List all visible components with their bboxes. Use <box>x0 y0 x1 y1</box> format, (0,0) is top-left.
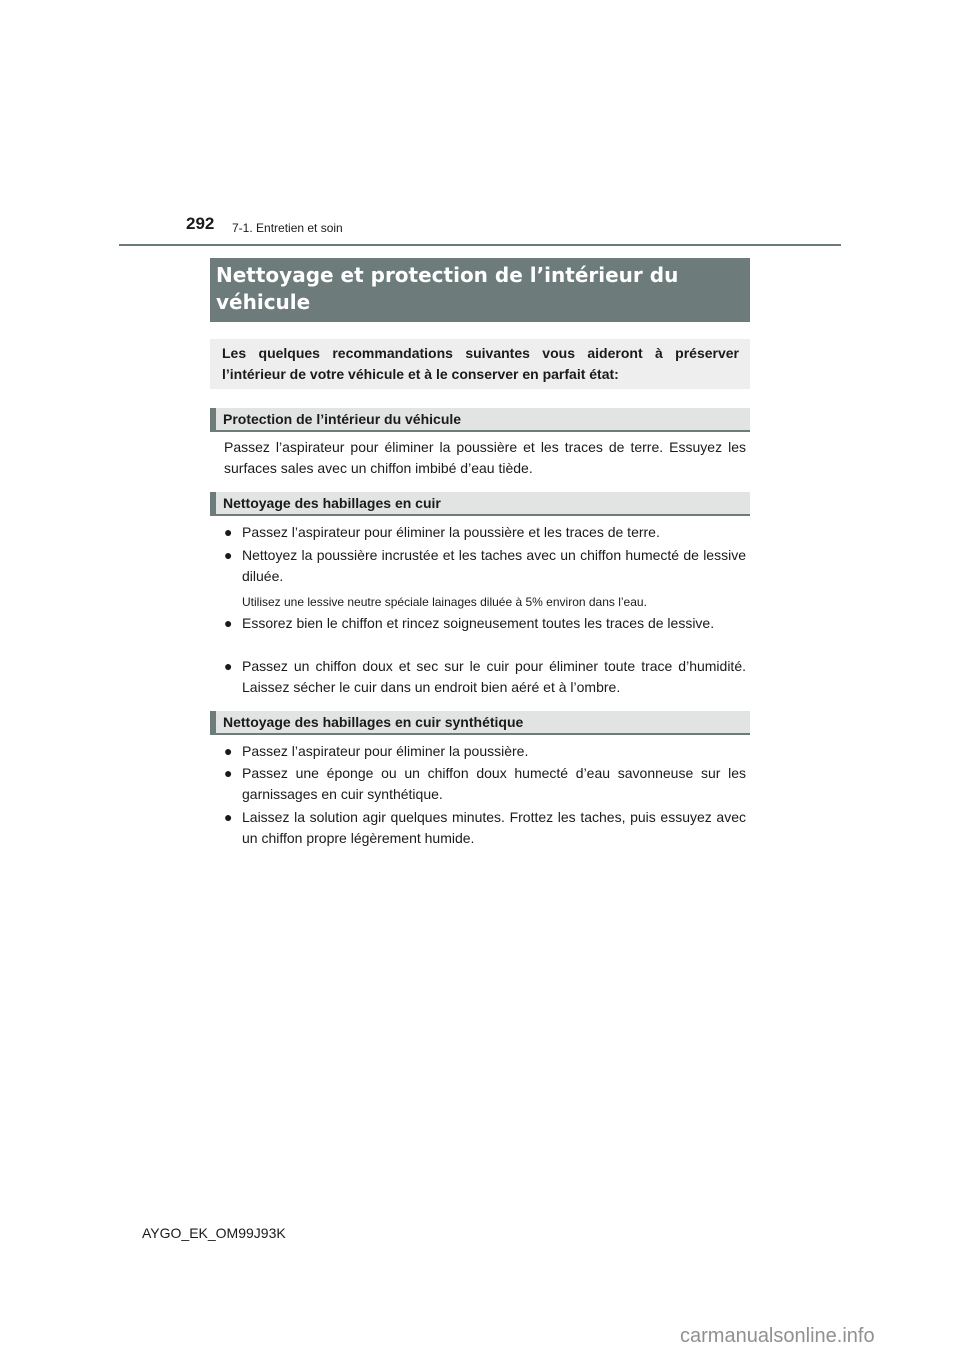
document-code: AYGO_EK_OM99J93K <box>142 1225 286 1241</box>
bullet-icon: ● <box>224 658 233 674</box>
page-title: Nettoyage et protection de l’intérieur du véhicule <box>210 258 750 322</box>
list-item: ● Nettoyez la poussière incrustée et les taches avec un chiffon humecté de lessive diluée. <box>224 547 746 584</box>
bullet-icon: ● <box>224 615 233 631</box>
bullet-icon: ● <box>224 765 233 781</box>
section-heading-protection: Protection de l’intérieur du véhicule <box>210 408 750 432</box>
list-item: ● Passez un chiffon doux et sec sur le cuir pour éliminer toute trace d’humidité. Laissez sécher le cuir dans un endroit bien aéré et à l’ombre. <box>224 658 746 695</box>
list-item: ● Essorez bien le chiffon et rincez soigneusement toutes les traces de lessive. <box>224 613 746 634</box>
bullet-icon: ● <box>224 743 233 759</box>
list-item: ● Passez une éponge ou un chiffon doux humecté d’eau savonneuse sur les garnissages en cuir synthétique. <box>224 765 746 802</box>
section-heading-synthetic-leather: Nettoyage des habillages en cuir synthétique <box>210 711 750 735</box>
intro-text: Les quelques recommandations suivantes vous aideront à préserver l’intérieur de votre véhicule et à le conserver en parfait état: <box>210 339 750 389</box>
protection-paragraph: Passez l’aspirateur pour éliminer la poussière et les traces de terre. Essuyez les surfaces sales avec un chiffon imbibé d’eau tiède. <box>224 439 746 476</box>
bullet-icon: ● <box>224 547 233 563</box>
watermark: carmanualsonline.info <box>680 1325 875 1347</box>
leather-note: Utilisez une lessive neutre spéciale lainages diluée à 5% environ dans l’eau. <box>242 595 647 609</box>
chapter-label: 7-1. Entretien et soin <box>232 221 343 235</box>
list-item: ● Laissez la solution agir quelques minutes. Frottez les taches, puis essuyez avec un chiffon propre légèrement humide. <box>224 809 746 846</box>
list-item: ● Passez l’aspirateur pour éliminer la poussière. <box>224 741 746 762</box>
header-divider <box>119 244 841 246</box>
bullet-icon: ● <box>224 809 233 825</box>
list-item: ● Passez l’aspirateur pour éliminer la poussière et les traces de terre. <box>224 522 746 543</box>
bullet-icon: ● <box>224 524 233 540</box>
page-number: 292 <box>186 214 215 233</box>
section-heading-leather: Nettoyage des habillages en cuir <box>210 492 750 516</box>
